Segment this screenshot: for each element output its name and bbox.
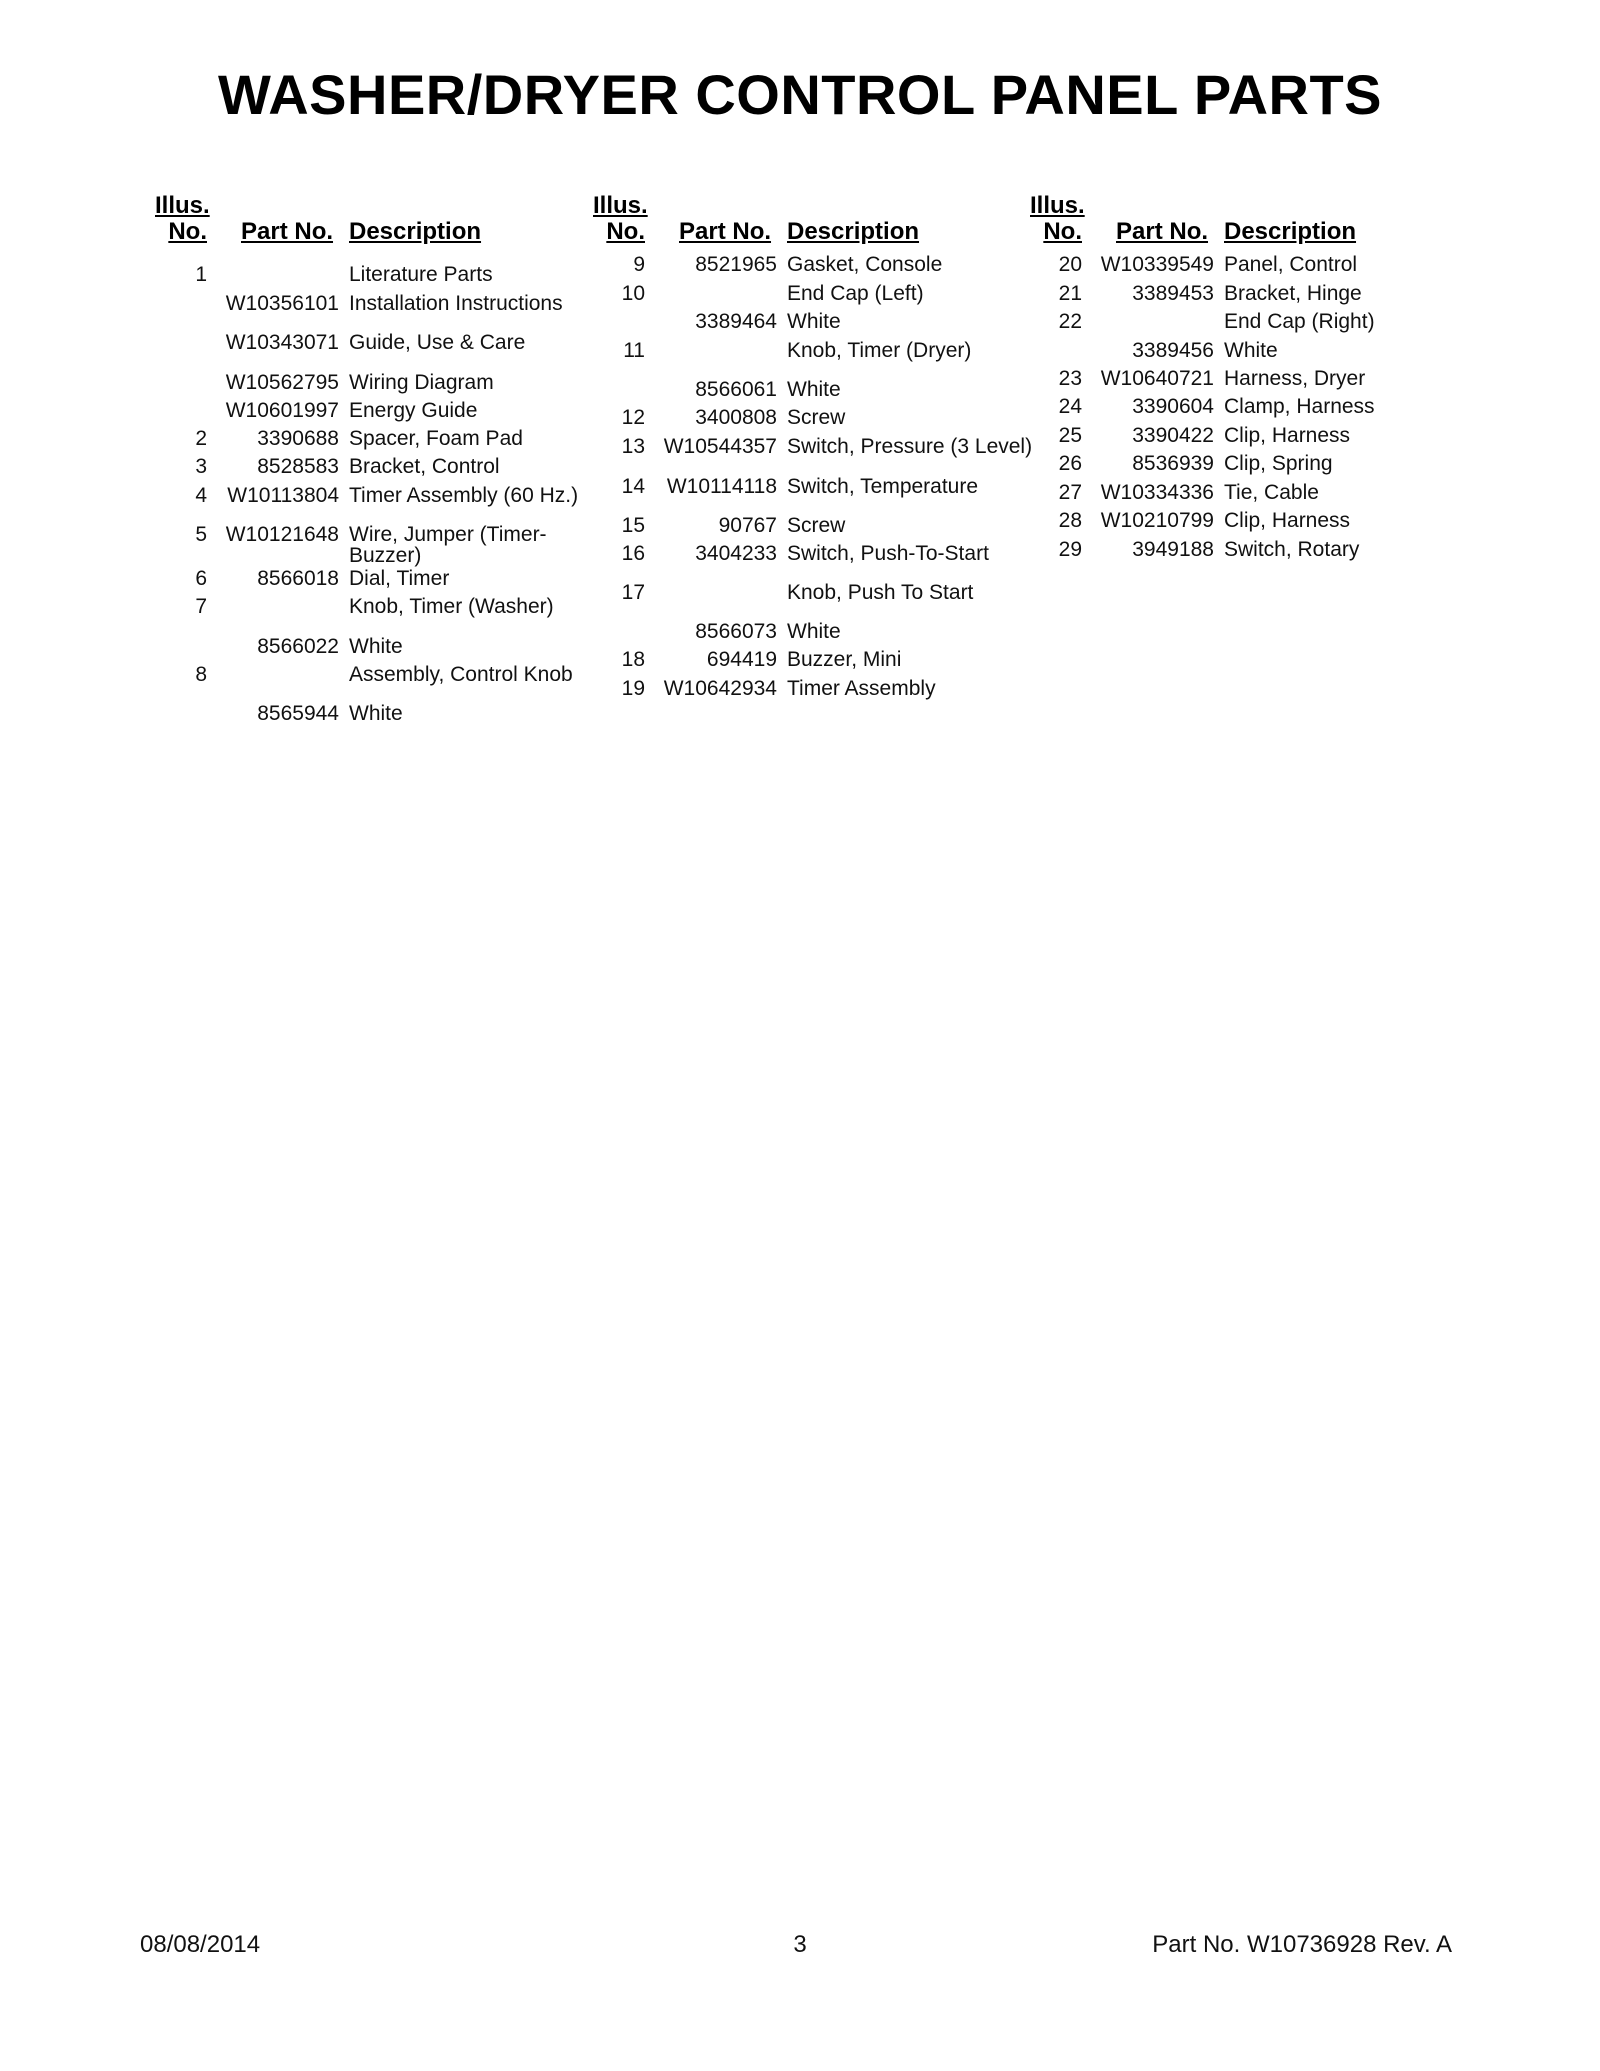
illus-number: 4	[195, 484, 207, 507]
illus-number: 18	[621, 648, 645, 671]
part-number: W10544357	[663, 435, 777, 458]
part-description: Panel, Control	[1224, 253, 1358, 276]
part-description: Screw	[787, 514, 846, 537]
illus-number: 5	[195, 523, 207, 546]
part-description: Harness, Dryer	[1224, 367, 1366, 390]
illus-number: 27	[1058, 481, 1082, 504]
illus-number: 28	[1058, 509, 1082, 532]
part-description: White	[349, 635, 403, 658]
part-number: W10601997	[225, 399, 339, 422]
part-description: Assembly, Control Knob	[349, 663, 573, 686]
header-description: Description	[349, 218, 482, 245]
part-description: Dial, Timer	[349, 567, 450, 590]
part-description: Spacer, Foam Pad	[349, 427, 523, 450]
header-part-no: Part No.	[1116, 218, 1209, 245]
part-description: Guide, Use & Care	[349, 331, 526, 354]
part-description: Switch, Temperature	[787, 475, 979, 498]
illus-number: 15	[621, 514, 645, 537]
part-description: Installation Instructions	[349, 292, 563, 315]
part-number: 3390604	[1132, 395, 1214, 418]
part-number: 90767	[718, 514, 777, 537]
footer-part-number: Part No. W10736928 Rev. A	[1152, 1931, 1452, 1958]
illus-number: 16	[621, 542, 645, 565]
part-number: W10334336	[1100, 481, 1214, 504]
part-description: Knob, Timer (Dryer)	[787, 339, 972, 362]
illus-number: 9	[633, 253, 645, 276]
header-description: Description	[787, 218, 920, 245]
part-number: 3390422	[1132, 424, 1214, 447]
part-number: 8566061	[695, 378, 777, 401]
illus-number: 3	[195, 455, 207, 478]
illus-number: 22	[1058, 310, 1082, 333]
illus-number: 26	[1058, 452, 1082, 475]
part-description: Clamp, Harness	[1224, 395, 1375, 418]
part-number: W10356101	[225, 292, 339, 315]
part-description: Wire, Jumper (Timer-Buzzer)	[349, 523, 547, 567]
part-number: W10339549	[1100, 253, 1214, 276]
part-description: Buzzer, Mini	[787, 648, 902, 671]
part-description: Tie, Cable	[1224, 481, 1319, 504]
header-part-no: Part No.	[241, 218, 334, 245]
part-description: Clip, Harness	[1224, 424, 1351, 447]
illus-number: 12	[621, 406, 645, 429]
header-no: No.	[1043, 218, 1082, 245]
part-description: Timer Assembly	[787, 677, 936, 700]
part-number: 8566022	[257, 635, 339, 658]
part-description: Clip, Harness	[1224, 509, 1351, 532]
illus-number: 24	[1058, 395, 1082, 418]
part-number: 8565944	[257, 702, 339, 725]
part-number: W10114118	[666, 475, 777, 498]
part-number: W10210799	[1100, 509, 1214, 532]
illus-number: 6	[195, 567, 207, 590]
part-description: Literature Parts	[349, 263, 493, 286]
part-number: 3389464	[695, 310, 777, 333]
part-description: Bracket, Control	[349, 455, 500, 478]
header-description: Description	[1224, 218, 1357, 245]
illus-number: 19	[621, 677, 645, 700]
part-number: 3390688	[257, 427, 339, 450]
part-description: Screw	[787, 406, 846, 429]
part-number: 3949188	[1132, 538, 1214, 561]
illus-number: 29	[1058, 538, 1082, 561]
illus-number: 1	[195, 263, 207, 286]
part-number: W10640721	[1100, 367, 1214, 390]
illus-number: 25	[1058, 424, 1082, 447]
part-number: W10121648	[225, 523, 339, 546]
part-description: End Cap (Right)	[1224, 310, 1375, 333]
header-illus: Illus.	[1030, 192, 1085, 219]
header-illus: Illus.	[593, 192, 648, 219]
illus-number: 2	[195, 427, 207, 450]
illus-number: 21	[1058, 282, 1082, 305]
part-description: End Cap (Left)	[787, 282, 924, 305]
illus-number: 11	[623, 339, 645, 362]
part-number: 3389456	[1132, 339, 1214, 362]
part-number: 3404233	[695, 542, 777, 565]
part-description: Timer Assembly (60 Hz.)	[349, 484, 579, 507]
illus-number: 23	[1058, 367, 1082, 390]
part-number: 3389453	[1132, 282, 1214, 305]
header-no: No.	[168, 218, 207, 245]
part-number: 8566073	[695, 620, 777, 643]
illus-number: 8	[195, 663, 207, 686]
part-description: Switch, Pressure (3 Level)	[787, 435, 1033, 458]
part-description: White	[349, 702, 403, 725]
part-description: Knob, Timer (Washer)	[349, 595, 554, 618]
illus-number: 20	[1058, 253, 1082, 276]
part-number: 8536939	[1132, 452, 1214, 475]
part-number: 8521965	[695, 253, 777, 276]
footer-date: 08/08/2014	[140, 1931, 261, 1958]
part-number: 8528583	[257, 455, 339, 478]
part-description: Switch, Rotary	[1224, 538, 1360, 561]
part-description: White	[787, 620, 841, 643]
part-description: Energy Guide	[349, 399, 478, 422]
part-description: White	[787, 310, 841, 333]
header-no: No.	[606, 218, 645, 245]
part-description: Knob, Push To Start	[787, 581, 974, 604]
part-description: Wiring Diagram	[349, 371, 494, 394]
part-description: Switch, Push-To-Start	[787, 542, 989, 565]
illus-number: 14	[621, 475, 645, 498]
illus-number: 10	[621, 282, 645, 305]
illus-number: 13	[621, 435, 645, 458]
part-number: W10113804	[227, 484, 339, 507]
part-description: White	[1224, 339, 1278, 362]
header-part-no: Part No.	[679, 218, 772, 245]
page-title: WASHER/DRYER CONTROL PANEL PARTS	[217, 63, 1383, 126]
part-number: 694419	[706, 648, 777, 671]
illus-number: 17	[621, 581, 645, 604]
part-number: W10343071	[225, 331, 339, 354]
footer-page-number: 3	[793, 1931, 807, 1958]
part-description: Gasket, Console	[787, 253, 943, 276]
illus-number: 7	[195, 595, 207, 618]
part-description: White	[787, 378, 841, 401]
part-description: Bracket, Hinge	[1224, 282, 1362, 305]
part-number: 8566018	[257, 567, 339, 590]
part-number: W10562795	[225, 371, 339, 394]
part-description: Clip, Spring	[1224, 452, 1333, 475]
part-number: W10642934	[663, 677, 777, 700]
part-number: 3400808	[695, 406, 777, 429]
header-illus: Illus.	[155, 192, 210, 219]
